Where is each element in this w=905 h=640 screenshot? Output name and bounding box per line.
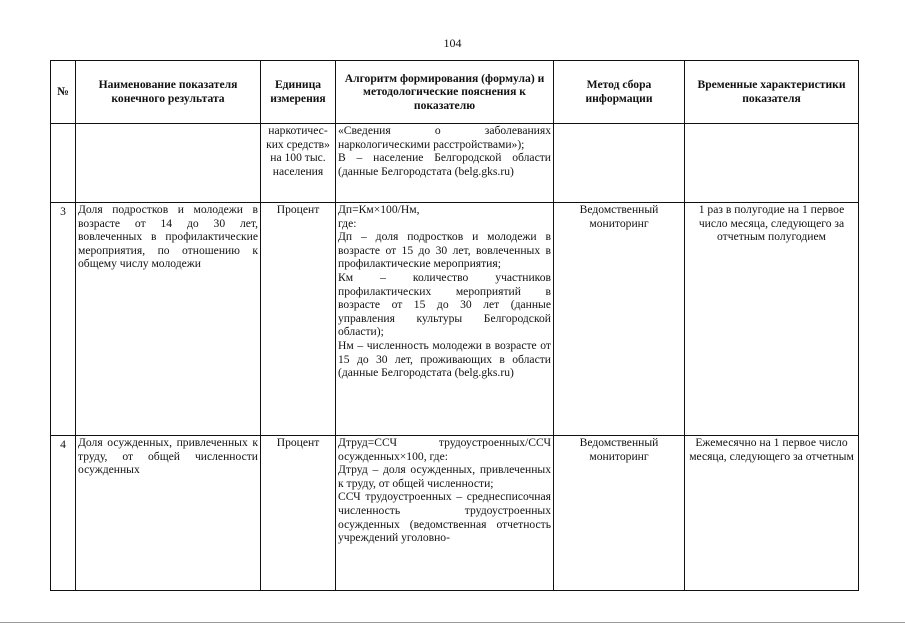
cell-unit: Процент bbox=[261, 203, 336, 436]
cell-number: 4 bbox=[51, 436, 76, 591]
cell-name bbox=[76, 124, 261, 203]
header-name: Наименование показателя конечного результата bbox=[76, 61, 261, 124]
cell-name: Доля подростков и молодежи в возрасте от 14 до 30 лет, вовлеченных в профилактические мероприятия, по отношению к общему числу молодежи bbox=[76, 203, 261, 436]
algorithm-content bbox=[338, 436, 551, 584]
table-header-row bbox=[51, 61, 859, 124]
cell-timing: Ежемесячно на 1 первое число месяца, следующего за отчетным bbox=[685, 436, 859, 591]
cell-unit: наркотичес-ких средств» на 100 тыс. населения bbox=[261, 124, 336, 203]
header-algorithm: Алгоритм формирования (формула) и методологические пояснения к показателю bbox=[336, 61, 554, 124]
table-row-continuation bbox=[51, 124, 859, 203]
algorithm-line: Дтруд=ССЧ трудоустроенных/ССЧ осужденных×100, где: bbox=[338, 436, 551, 463]
algorithm-line: Км – количество участников профилактических мероприятий в возрасте от 15 до 30 лет (данные управления культуры Белгородской области); bbox=[338, 270, 551, 339]
page-number: 104 bbox=[443, 36, 462, 50]
algorithm-line: Дп=Км×100/Нм, bbox=[338, 203, 420, 216]
header-number: № bbox=[51, 61, 76, 124]
algorithm-line: Дтруд – доля осужденных, привлеченных к труду, от общей численности; bbox=[338, 463, 551, 490]
cell-name: Доля осужденных, привлеченных к труду, от общей численности осужденных bbox=[76, 436, 261, 591]
header-method: Метод сбора информации bbox=[554, 61, 685, 124]
cell-algorithm bbox=[336, 436, 554, 591]
cell-timing bbox=[685, 124, 859, 203]
cell-method: Ведомственный мониторинг bbox=[554, 203, 685, 436]
table-row bbox=[51, 203, 859, 436]
algorithm-line: Нм – численность молодежи в возрасте от 15 до 30 лет, проживающих в области (данные Белгородстата (belg.gks.ru) bbox=[338, 338, 551, 380]
indicators-table bbox=[50, 60, 859, 591]
cell-method: Ведомственный мониторинг bbox=[554, 436, 685, 591]
cell-number bbox=[51, 124, 76, 203]
header-unit: Единица измерения bbox=[261, 61, 336, 124]
scan-edge-line bbox=[0, 622, 905, 623]
algorithm-line: В – население Белгородской области (данные Белгородстата (belg.gks.ru) bbox=[338, 151, 551, 178]
algorithm-line: Дп – доля подростков и молодежи в возрасте от 15 до 30 лет, вовлеченных в профилактические мероприятия; bbox=[338, 230, 551, 271]
algorithm-line: ССЧ трудоустроенных – среднесписочная численность трудоустроенных осужденных (ведомственная отчетность учреждений уголовно- bbox=[338, 490, 551, 545]
cell-algorithm bbox=[336, 203, 554, 436]
algorithm-line: где: bbox=[338, 216, 357, 230]
cell-unit: Процент bbox=[261, 436, 336, 591]
cell-algorithm bbox=[336, 124, 554, 203]
header-timing: Временные характеристики показателя bbox=[685, 61, 859, 124]
algorithm-line: «Сведения о заболеваниях наркологическими расстройствами»); bbox=[338, 124, 551, 151]
table-row bbox=[51, 436, 859, 591]
cell-timing: 1 раз в полугодие на 1 первое число месяца, следующего за отчетным полугодием bbox=[685, 203, 859, 436]
cell-method bbox=[554, 124, 685, 203]
cell-number: 3 bbox=[51, 203, 76, 436]
